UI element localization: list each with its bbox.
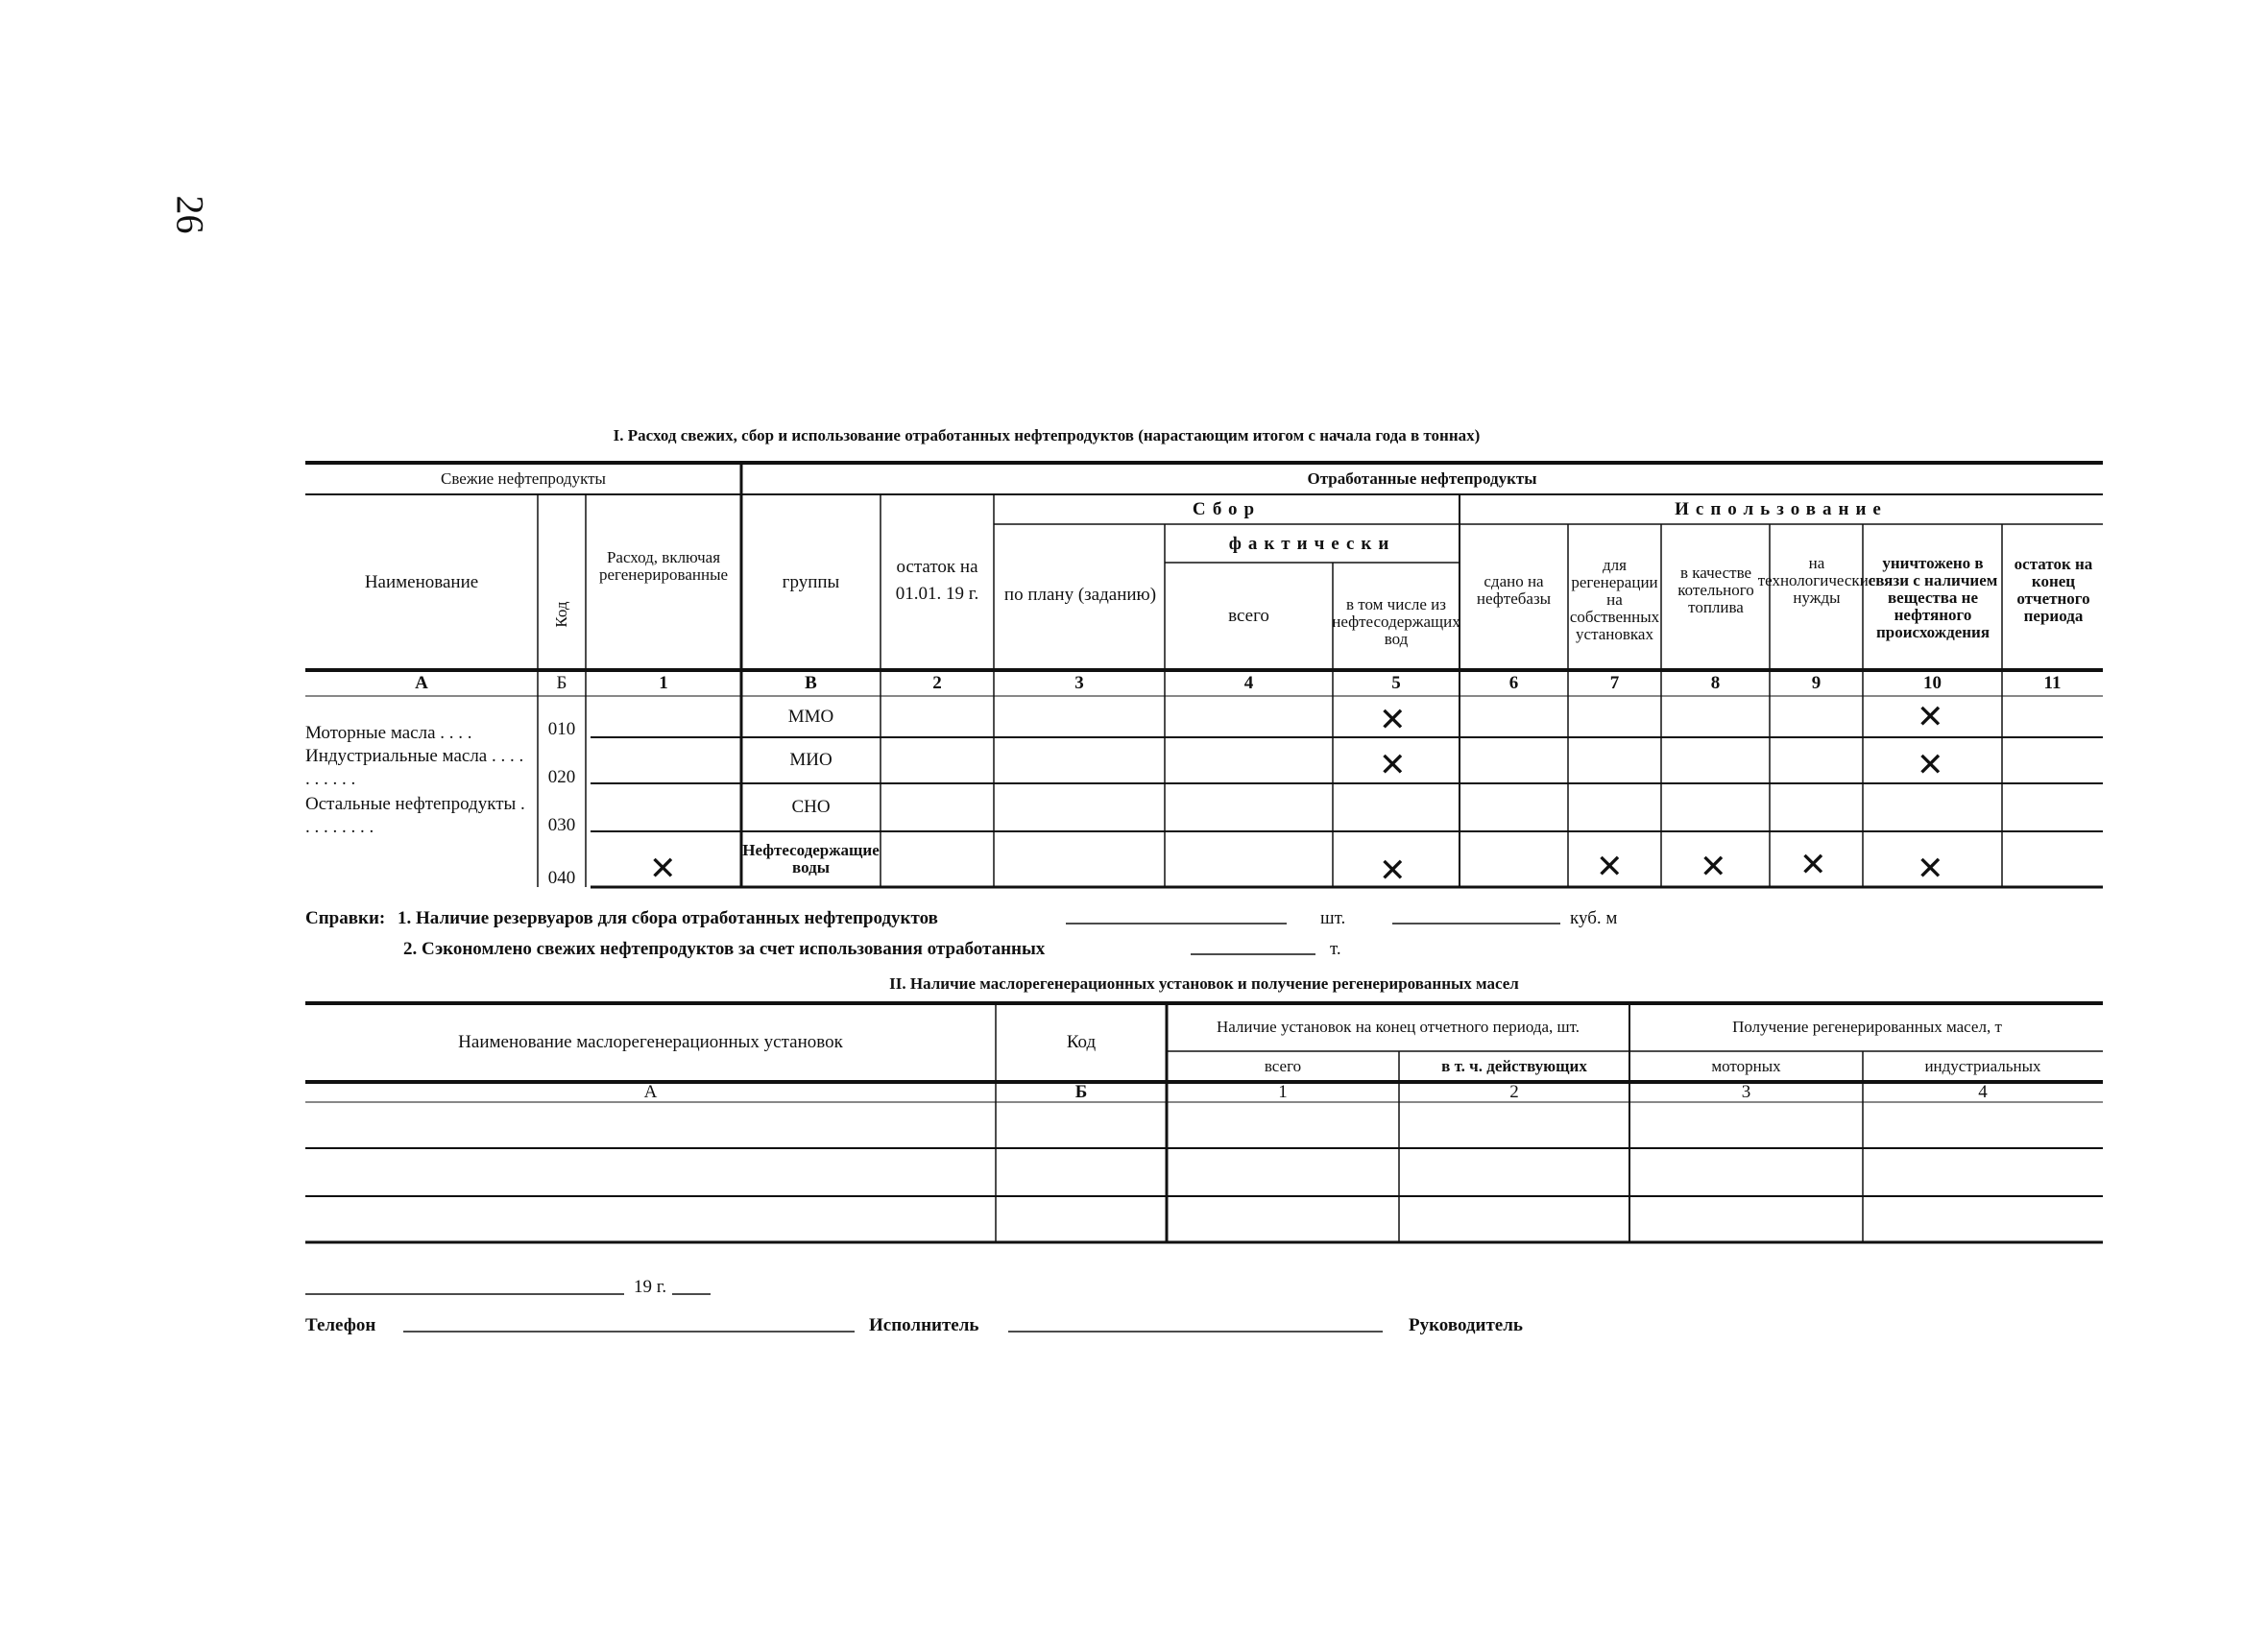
col-tech-header: на технологические нужды [1757, 554, 1876, 607]
index-6: 6 [1508, 672, 1519, 693]
cross-mark: ✕ [1379, 852, 1407, 890]
col-regen-own-header: для регенерации на собственных установках [1569, 556, 1660, 643]
col-consumption-header: Расход, включая регенерированные [598, 548, 729, 584]
row-group-water: Нефтесодержащие воды [742, 841, 880, 877]
row-name-motor: Моторные масла . . . . [305, 723, 472, 743]
footer-date-suffix: 19 г. [634, 1277, 667, 1297]
cross-mark: ✕ [1917, 746, 1944, 784]
col-end-remainder-header: остаток на конец отчетного периода [2014, 555, 2093, 625]
page-number: 26 [168, 195, 212, 234]
s2-installations-header: Наличие установок на конец отчетного периода, шт. [1216, 1018, 1580, 1037]
row-code-030: 030 [547, 815, 576, 836]
col-code-header: Код [552, 601, 571, 628]
s2-col-industrial: индустриальных [1924, 1057, 2041, 1076]
index-7: 7 [1609, 672, 1620, 693]
index-a: А [415, 672, 428, 693]
index-1: 1 [659, 672, 668, 693]
footer-phone-label: Телефон [305, 1315, 376, 1335]
col-boiler-fuel-header: в качестве котельного топлива [1677, 564, 1754, 616]
col-remainder-header: остаток на 01.01. 19 г. [895, 556, 979, 604]
s2-index-1: 1 [1278, 1081, 1288, 1102]
section2-title: II. Наличие маслорегенерационных установок и получение регенерированных масел [889, 974, 1519, 993]
s2-col-active: в т. ч. действующих [1441, 1057, 1587, 1076]
collect-header: Сбор [1192, 499, 1262, 520]
row-code-010: 010 [547, 719, 576, 740]
row-code-020: 020 [547, 767, 576, 788]
col-incl-water-header: в том числе из нефтесодержащих вод [1332, 595, 1460, 648]
col-plan-header: по плану (заданию) [1003, 584, 1157, 605]
notes-label: Справки: [305, 908, 386, 928]
cross-mark: ✕ [1596, 848, 1624, 886]
note-1-unit-pcs: шт. [1320, 908, 1346, 928]
row-name-other: Остальные нефтепродукты . . . . . . . . . [305, 794, 525, 837]
s2-index-b: Б [1074, 1081, 1088, 1102]
col-name-header: Наименование [364, 571, 479, 592]
s2-index-a: А [643, 1081, 658, 1102]
cross-mark: ✕ [1799, 846, 1827, 884]
used-products-header: Отработанные нефтепродукты [1307, 469, 1537, 489]
s2-index-2: 2 [1509, 1081, 1519, 1102]
cross-mark: ✕ [1700, 848, 1727, 886]
index-v: В [805, 672, 817, 693]
use-header: Использование [1675, 499, 1888, 520]
s2-index-4: 4 [1978, 1081, 1988, 1102]
index-5: 5 [1391, 672, 1401, 693]
col-groups-header: группы [782, 571, 840, 592]
index-10: 10 [1923, 672, 1942, 693]
note-1-unit-m3: куб. м [1570, 908, 1618, 928]
actual-header: фактически [1228, 534, 1396, 555]
s2-col-code-header: Код [1066, 1032, 1097, 1053]
cross-mark: ✕ [1917, 850, 1944, 888]
note-2: 2. Сэкономлено свежих нефтепродуктов за счет использования отработанных [403, 939, 1046, 959]
index-2: 2 [932, 672, 942, 693]
footer-head-label: Руководитель [1409, 1315, 1523, 1335]
index-b: Б [556, 672, 567, 693]
cross-mark: ✕ [1379, 746, 1407, 784]
note-1: 1. Наличие резервуаров для сбора отработанных нефтепродуктов [398, 908, 938, 928]
s2-received-header: Получение регенерированных масел, т [1732, 1018, 2002, 1037]
cross-mark: ✕ [649, 850, 677, 888]
index-9: 9 [1811, 672, 1822, 693]
footer-executor-label: Исполнитель [869, 1315, 979, 1335]
row-group-mio: МИО [789, 750, 832, 771]
fresh-products-header: Свежие нефтепродукты [441, 469, 606, 489]
section1-title: I. Расход свежих, сбор и использование отработанных нефтепродуктов (нарастающим итогом с начала года в тоннах) [613, 426, 1481, 444]
index-8: 8 [1710, 672, 1721, 693]
index-11: 11 [2043, 672, 2062, 693]
row-group-mmo: ММО [787, 706, 834, 727]
cross-mark: ✕ [1917, 698, 1944, 736]
col-delivered-header: сдано на нефтебазы [1476, 572, 1552, 608]
row-code-040: 040 [547, 868, 576, 889]
note-2-unit-t: т. [1330, 939, 1341, 959]
col-total-header: всего [1228, 606, 1269, 627]
row-name-industrial: Индустриальные масла . . . . . . . . . . [305, 746, 524, 789]
row-group-sno: СНО [791, 797, 831, 818]
cross-mark: ✕ [1379, 701, 1407, 739]
index-3: 3 [1074, 672, 1084, 693]
s2-col-total: всего [1264, 1057, 1302, 1076]
s2-col-motor: моторных [1711, 1057, 1781, 1076]
s2-col-name-header: Наименование маслорегенерационных установок [458, 1032, 843, 1053]
s2-index-3: 3 [1741, 1081, 1751, 1102]
index-4: 4 [1243, 672, 1254, 693]
col-destroyed-header: уничтожено в связи с наличием вещества не нефтяного происхождения [1868, 554, 1998, 641]
